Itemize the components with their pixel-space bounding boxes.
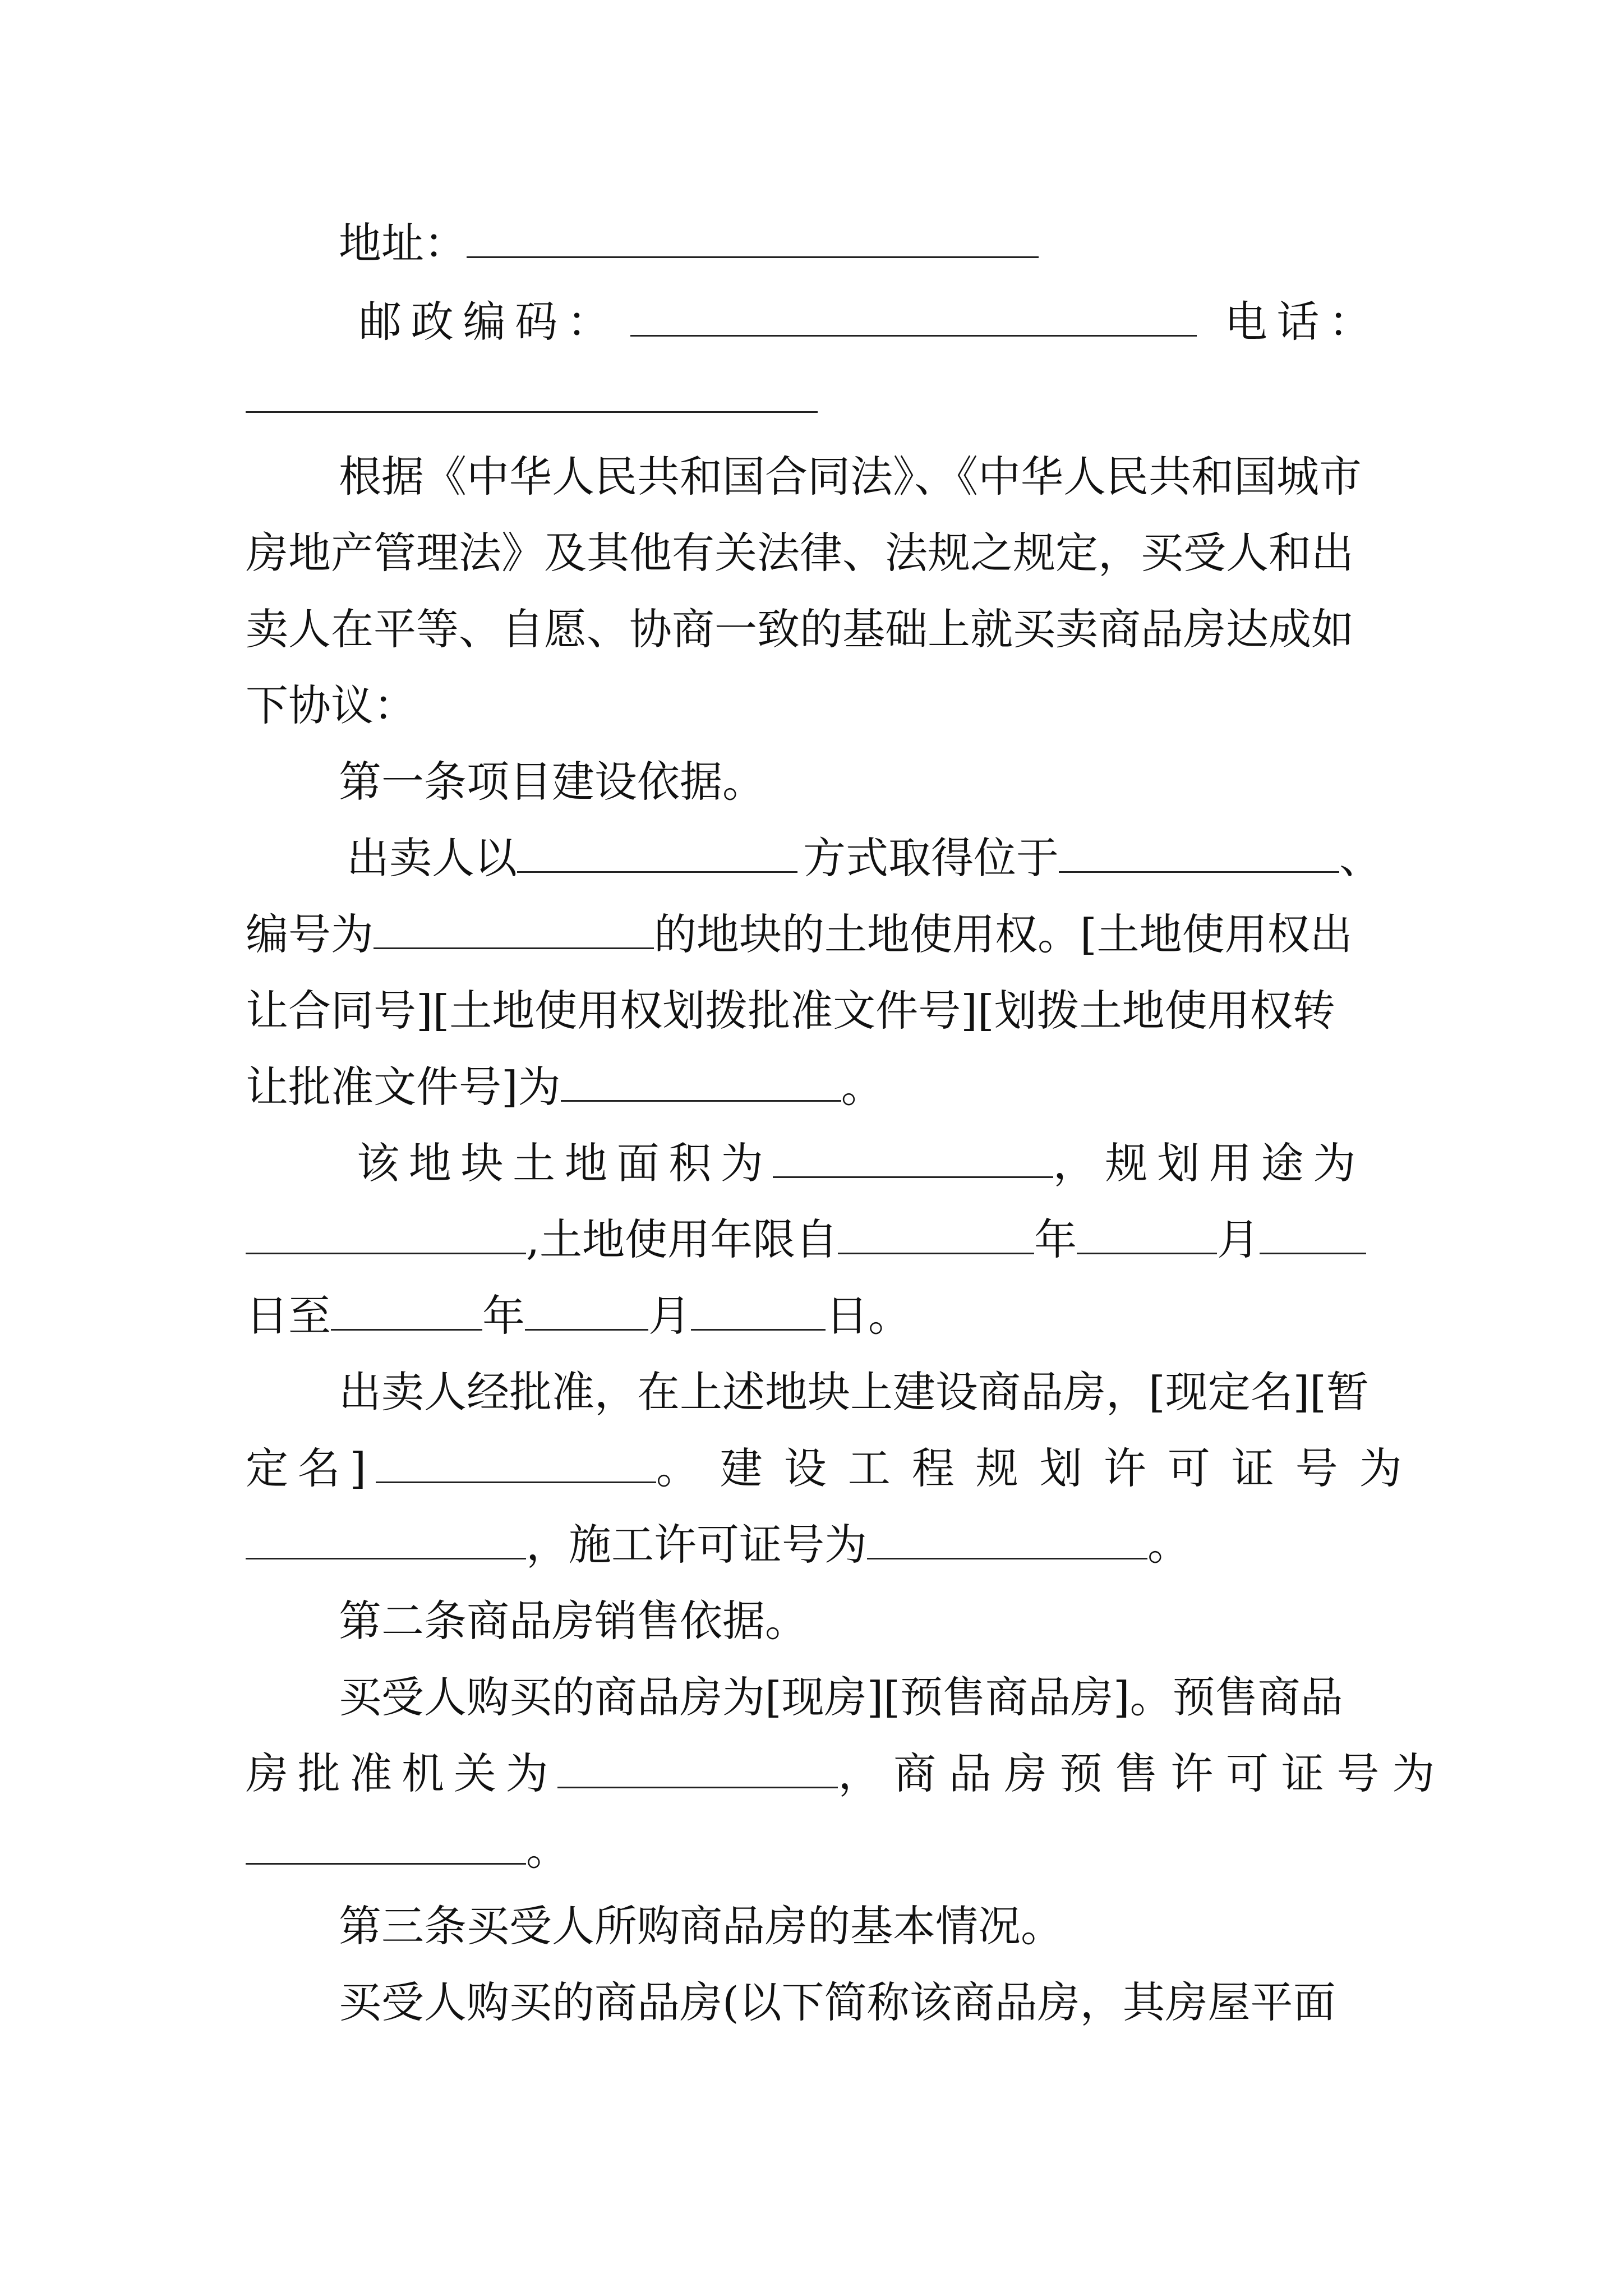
text: ,土地使用年限自 bbox=[526, 1214, 838, 1264]
article1-p3-line3 bbox=[246, 1520, 1190, 1570]
text: 。建设工程规划许可证号为 bbox=[656, 1443, 1423, 1493]
text: 月 bbox=[648, 1291, 691, 1341]
intro-line-1: 根据《中华人民共和国合同法》、《中华人民共和国城市 bbox=[339, 452, 1362, 501]
text: 编号为 bbox=[246, 909, 374, 959]
article3-p1-line1: 买受人购买的商品房(以下简称该商品房，其房屋平面 bbox=[339, 1977, 1336, 2027]
article1-p1-line3: 让合同号][土地使用权划拨批准文件号][划拨土地使用权转 bbox=[246, 986, 1335, 1036]
intro-line-4: 下协议： bbox=[246, 680, 416, 730]
parcel-number-blank[interactable] bbox=[374, 915, 654, 949]
article1-p1-line4 bbox=[246, 1062, 884, 1112]
text: 日至 bbox=[246, 1291, 331, 1341]
postcode-label: 邮政编码： bbox=[359, 297, 619, 347]
text: 。 bbox=[526, 1825, 569, 1875]
land-area-blank[interactable] bbox=[773, 1144, 1053, 1178]
start-year-blank[interactable] bbox=[838, 1220, 1034, 1254]
text: ，商品房预售许可证号为 bbox=[838, 1749, 1448, 1798]
acquire-method-blank[interactable] bbox=[517, 839, 797, 873]
article1-title: 第一条项目建设依据。 bbox=[339, 757, 765, 807]
address-line bbox=[339, 218, 1039, 268]
article1-p2-line2 bbox=[246, 1214, 1366, 1264]
text: 年 bbox=[482, 1291, 525, 1341]
end-year-blank[interactable] bbox=[331, 1296, 482, 1331]
end-month-blank[interactable] bbox=[525, 1296, 648, 1331]
article1-p2-line3 bbox=[246, 1291, 911, 1341]
text: 、 bbox=[1339, 833, 1382, 883]
project-name-blank[interactable] bbox=[376, 1449, 656, 1483]
planning-permit-blank[interactable] bbox=[246, 1525, 526, 1559]
presale-authority-blank[interactable] bbox=[557, 1754, 838, 1788]
text: 日。 bbox=[826, 1291, 911, 1341]
postcode-blank[interactable] bbox=[630, 302, 1197, 337]
text: ，施工许可证号为 bbox=[526, 1520, 867, 1570]
approval-doc-blank[interactable] bbox=[561, 1068, 841, 1102]
text: 月 bbox=[1217, 1214, 1260, 1264]
article1-p3-line1: 出卖人经批准，在上述地块上建设商品房，[现定名][暂 bbox=[339, 1367, 1369, 1417]
text: 的地块的土地使用权。[土地使用权出 bbox=[654, 909, 1353, 959]
phone-blank-line bbox=[246, 377, 818, 420]
construction-permit-blank[interactable] bbox=[867, 1525, 1147, 1559]
text: 。 bbox=[841, 1062, 884, 1112]
intro-line-2: 房地产管理法》及其他有关法律、法规之规定，买受人和出 bbox=[246, 528, 1354, 578]
text: ，规划用途为 bbox=[1053, 1138, 1366, 1188]
intro-line-3: 卖人在平等、自愿、协商一致的基础上就买卖商品房达成如 bbox=[246, 604, 1354, 654]
article1-p1-line2 bbox=[246, 909, 1353, 959]
text: 方式取得位于 bbox=[803, 833, 1059, 883]
postcode-line bbox=[359, 297, 1381, 347]
text: 出卖人以 bbox=[347, 833, 517, 883]
end-day-blank[interactable] bbox=[691, 1296, 826, 1331]
start-month-blank[interactable] bbox=[1077, 1220, 1217, 1254]
text: 该地块土地面积为 bbox=[357, 1138, 773, 1188]
text: 房批准机关为 bbox=[246, 1749, 558, 1798]
article1-p1-line1 bbox=[347, 833, 1382, 883]
text: 年 bbox=[1034, 1214, 1077, 1264]
article1-p3-line2 bbox=[246, 1443, 1423, 1493]
presale-permit-blank[interactable] bbox=[246, 1830, 526, 1865]
article2-p1-line3 bbox=[246, 1825, 569, 1875]
article1-p2-line1 bbox=[357, 1138, 1366, 1188]
phone-blank[interactable] bbox=[246, 379, 818, 413]
start-day-blank[interactable] bbox=[1260, 1220, 1366, 1254]
planned-use-blank[interactable] bbox=[246, 1220, 526, 1254]
phone-label: 电话： bbox=[1224, 297, 1381, 347]
address-blank[interactable] bbox=[467, 224, 1039, 258]
text: 。 bbox=[1147, 1520, 1190, 1570]
article2-title: 第二条商品房销售依据。 bbox=[339, 1596, 808, 1646]
address-label: 地址： bbox=[339, 218, 467, 268]
location-blank[interactable] bbox=[1059, 839, 1339, 873]
text: 定名] bbox=[246, 1443, 376, 1493]
text: 让批准文件号]为 bbox=[246, 1062, 561, 1112]
article3-title: 第三条买受人所购商品房的基本情况。 bbox=[339, 1901, 1063, 1951]
article2-p1-line1: 买受人购买的商品房为[现房][预售商品房]。预售商品 bbox=[339, 1672, 1343, 1722]
article2-p1-line2 bbox=[246, 1749, 1448, 1798]
